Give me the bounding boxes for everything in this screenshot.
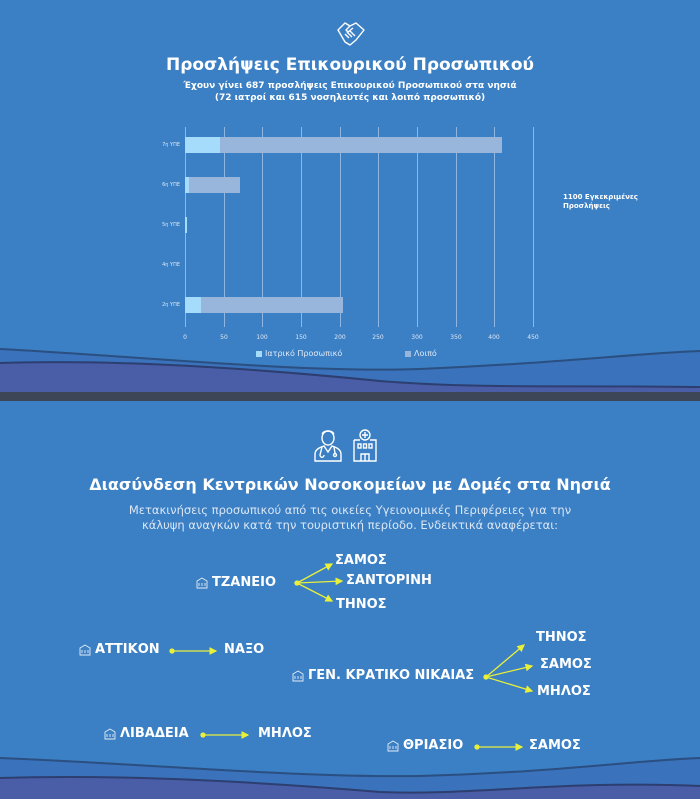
legend-item-other: Λοιπό <box>405 349 437 358</box>
y-tick-label: 4η ΥΠΕ <box>162 262 180 268</box>
subtitle-line-2: (72 ιατροί και 615 νοσηλευτές και λοιπό προσωπικό) <box>214 93 486 103</box>
subtitle-2-line-1: Μετακινήσεις προσωπικού από τις οικείες Υγειονομικές Περιφέρειες για την <box>128 503 572 517</box>
source-nikaias: ΓΕΝ. ΚΡΑΤΙΚΟ ΝΙΚΑΙΑΣ <box>292 668 474 683</box>
legend-item-doctors: Ιατρικό Προσωπικό <box>256 349 342 358</box>
target-samos: ΣΑΜΟΣ <box>540 657 592 672</box>
x-tick-label: 450 <box>527 334 539 341</box>
subtitle-line-1: Έχουν γίνει 687 προσλήψεις Επικουρικού Προσωπικού στα νησιά <box>183 81 517 91</box>
target-milos: ΜΗΛΟΣ <box>537 684 591 699</box>
hospital-building-icon <box>387 740 399 752</box>
bar-5 <box>185 217 187 233</box>
target-naxo: ΝΑΞΟ <box>224 642 265 657</box>
hospital-building-icon <box>79 644 91 656</box>
x-tick-label: 400 <box>488 334 500 341</box>
source-thriasio: ΘΡΙΑΣΙΟ <box>387 738 463 753</box>
bar-2 <box>185 297 343 313</box>
target-tinos: ΤΗΝΟΣ <box>536 630 587 645</box>
y-tick-label: 6η ΥΠΕ <box>162 182 180 188</box>
target-samos: ΣΑΜΟΣ <box>529 738 581 753</box>
target-tinos: ΤΗΝΟΣ <box>336 597 387 612</box>
x-tick-label: 50 <box>220 334 228 341</box>
source-attikon: ΑΤΤΙΚΟΝ <box>79 642 160 657</box>
hospital-building-icon <box>292 670 304 682</box>
hospital-building-icon <box>196 577 208 589</box>
subtitle-2-line-2: κάλυψη αναγκών κατά την τουριστική περίοδο. Ενδεικτικά αναφέρεται: <box>141 518 559 532</box>
slide-connections <box>0 401 700 799</box>
target-santorini: ΣΑΝΤΟΡΙΝΗ <box>346 573 432 588</box>
bar-6 <box>185 177 240 193</box>
x-tick-label: 100 <box>256 334 268 341</box>
y-tick-label: 7η ΥΠΕ <box>162 142 180 148</box>
separator <box>0 392 700 401</box>
approved-hires-note: 1100 Εγκεκριμένες Προσλήψεις <box>563 193 638 210</box>
x-tick-label: 150 <box>295 334 307 341</box>
x-tick-label: 300 <box>411 334 423 341</box>
page-title-2: Διασύνδεση Κεντρικών Νοσοκομείων με Δομές στα Νησιά <box>89 475 611 494</box>
hospital-building-icon <box>104 728 116 740</box>
bar-7 <box>185 137 502 153</box>
target-milos: ΜΗΛΟΣ <box>258 726 312 741</box>
x-tick-label: 200 <box>334 334 346 341</box>
slide-hires <box>0 0 700 396</box>
wave-decoration <box>0 756 700 799</box>
target-samos: ΣΑΜΟΣ <box>335 553 387 568</box>
wave-decoration <box>0 345 700 396</box>
handshake-icon <box>336 20 366 48</box>
y-tick-label: 5η ΥΠΕ <box>162 222 180 228</box>
x-tick-label: 0 <box>183 334 187 341</box>
x-tick-label: 350 <box>450 334 462 341</box>
subtitle <box>0 80 700 104</box>
page-title: Προσλήψεις Επικουρικού Προσωπικού <box>165 55 535 75</box>
y-tick-label: 2η ΥΠΕ <box>162 302 180 308</box>
source-tzaneio: ΤΖΑΝΕΙΟ <box>196 575 276 590</box>
source-livadeia: ΛΙΒΑΔΕΙΑ <box>104 726 189 741</box>
x-tick-label: 250 <box>372 334 384 341</box>
